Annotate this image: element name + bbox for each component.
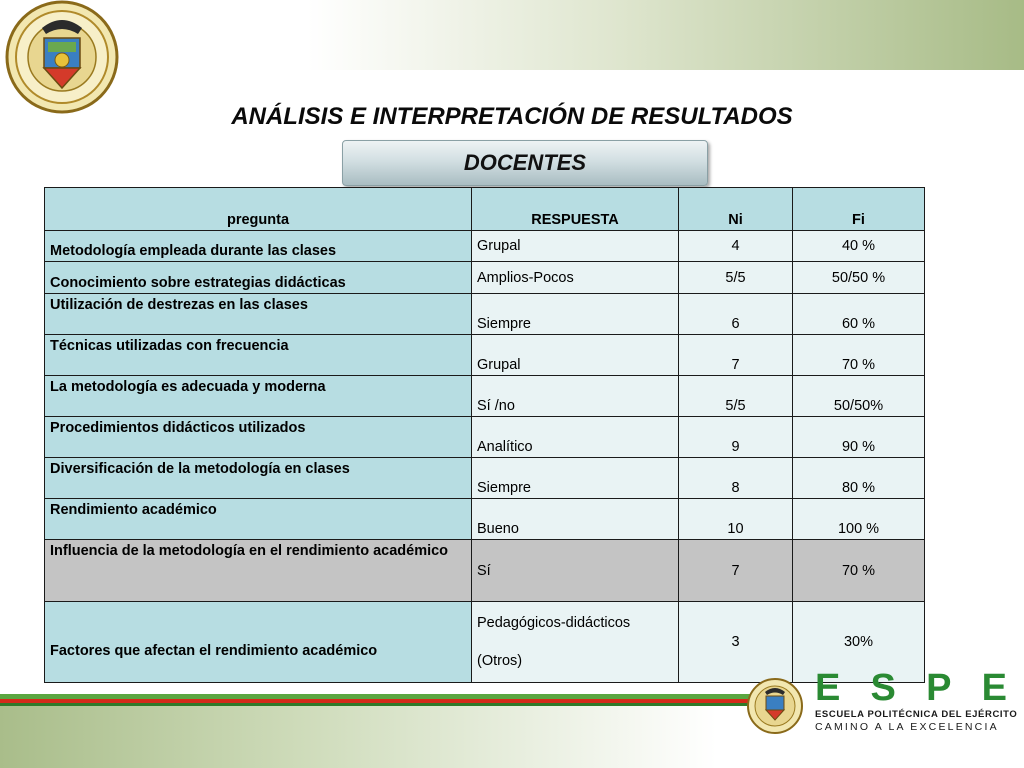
row-pregunta: Influencia de la metodología en el rendimiento académico [45,540,472,602]
row-pregunta: La metodología es adecuada y moderna [45,376,472,417]
slide-title: ANÁLISIS E INTERPRETACIÓN DE RESULTADOS [231,103,793,130]
row-pregunta: Procedimientos didácticos utilizados [45,417,472,458]
row-pregunta: Metodología empleada durante las clases [45,231,472,262]
row-respuesta: Siempre [472,458,679,499]
column-header-ni: Ni [679,188,793,231]
row-ni: 10 [679,499,793,540]
table-row [45,540,925,602]
row-ni: 8 [679,458,793,499]
row-fi: 70 % [793,335,925,376]
row-fi: 90 % [793,417,925,458]
row-respuesta: Sí /no [472,376,679,417]
institution-seal-logo [0,0,126,115]
row-fi: 80 % [793,458,925,499]
row-ni: 5/5 [679,262,793,294]
espe-letter: E [815,667,841,709]
table-row [45,294,925,335]
espe-logo-letters [815,666,1007,710]
table-row [45,458,925,499]
table-row [45,602,925,683]
espe-letter: P [926,667,952,709]
table-header-row [45,188,925,231]
row-respuesta: Bueno [472,499,679,540]
table-row [45,335,925,376]
row-fi: 60 % [793,294,925,335]
espe-institution-name: ESCUELA POLITÉCNICA DEL EJÉRCITO [815,709,1018,720]
espe-letter: S [870,667,896,709]
row-fi: 40 % [793,231,925,262]
row-pregunta: Diversificación de la metodología en clases [45,458,472,499]
row-ni: 5/5 [679,376,793,417]
table-row [45,376,925,417]
row-respuesta-cell [472,602,679,683]
row-ni: 9 [679,417,793,458]
row-ni: 3 [679,602,793,683]
table-row [45,262,925,294]
row-fi: 50/50% [793,376,925,417]
column-header-fi: Fi [793,188,925,231]
row-respuesta-extra: (Otros) [477,653,523,669]
header-band [0,0,1024,70]
column-header-respuesta: RESPUESTA [472,188,679,231]
row-pregunta: Técnicas utilizadas con frecuencia [45,335,472,376]
slide-subtitle: DOCENTES [342,140,708,186]
row-respuesta: Grupal [472,231,679,262]
row-fi: 70 % [793,540,925,602]
row-ni: 7 [679,540,793,602]
row-pregunta: Rendimiento académico [45,499,472,540]
row-fi: 100 % [793,499,925,540]
table-row [45,417,925,458]
row-pregunta: Conocimiento sobre estrategias didácticas [45,262,472,294]
row-respuesta: Pedagógicos-didácticos [477,615,631,631]
espe-seal-logo [746,678,804,734]
column-header-pregunta: pregunta [45,188,472,231]
row-fi: 30% [793,602,925,683]
table-row [45,499,925,540]
row-fi: 50/50 % [793,262,925,294]
results-table [44,187,925,683]
row-ni: 6 [679,294,793,335]
espe-letter: E [981,667,1007,709]
row-respuesta: Amplios-Pocos [472,262,679,294]
row-ni: 4 [679,231,793,262]
row-respuesta: Analítico [472,417,679,458]
row-respuesta: Grupal [472,335,679,376]
row-respuesta: Sí [472,540,679,602]
espe-slogan: CAMINO A LA EXCELENCIA [815,721,999,733]
table-row [45,231,925,262]
row-pregunta: Factores que afectan el rendimiento académico [45,602,472,683]
row-pregunta: Utilización de destrezas en las clases [45,294,472,335]
row-respuesta: Siempre [472,294,679,335]
row-ni: 7 [679,335,793,376]
